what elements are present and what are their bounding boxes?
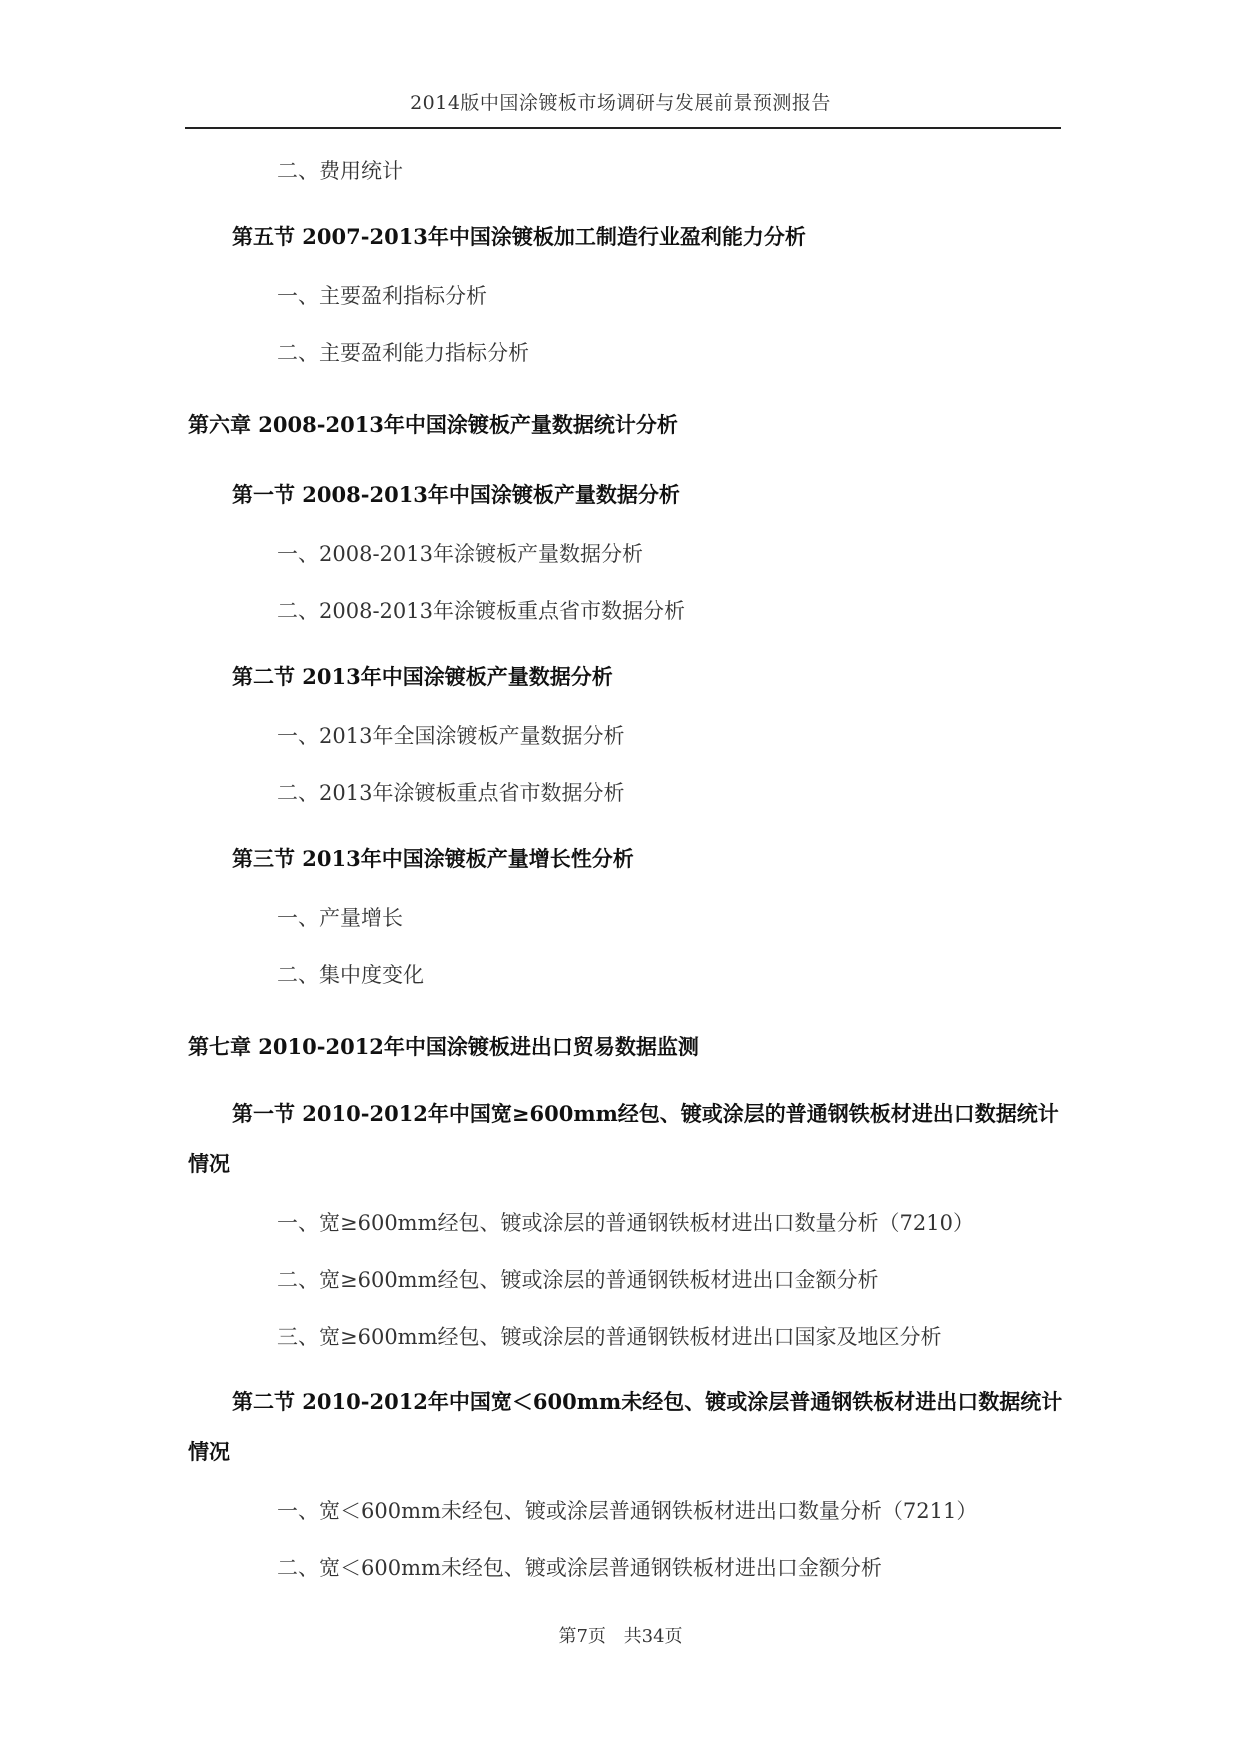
toc-section-continuation: 情况 bbox=[188, 1439, 230, 1464]
toc-item: 二、2013年涂镀板重点省市数据分析 bbox=[277, 781, 625, 805]
toc-section: 第三节 2013年中国涂镀板产量增长性分析 bbox=[232, 846, 634, 871]
toc-item: 一、主要盈利指标分析 bbox=[277, 284, 487, 308]
toc-section: 第二节 2010-2012年中国宽＜600mm未经包、镀或涂层普通钢铁板材进出口数据统计 bbox=[232, 1389, 1063, 1414]
toc-item: 二、宽≥600mm经包、镀或涂层的普通钢铁板材进出口金额分析 bbox=[277, 1268, 879, 1292]
toc-item: 一、2008-2013年涂镀板产量数据分析 bbox=[277, 542, 643, 566]
toc-chapter: 第六章 2008-2013年中国涂镀板产量数据统计分析 bbox=[188, 412, 678, 437]
toc-section-continuation: 情况 bbox=[188, 1151, 230, 1176]
toc-item: 一、宽＜600mm未经包、镀或涂层普通钢铁板材进出口数量分析（7211） bbox=[277, 1499, 978, 1523]
page-number: 第7页 bbox=[558, 1626, 606, 1647]
toc-item: 二、2008-2013年涂镀板重点省市数据分析 bbox=[277, 599, 685, 623]
toc-item: 二、集中度变化 bbox=[277, 963, 424, 987]
toc-item: 一、宽≥600mm经包、镀或涂层的普通钢铁板材进出口数量分析（7210） bbox=[277, 1211, 974, 1235]
toc-item: 一、产量增长 bbox=[277, 906, 403, 930]
toc-section: 第二节 2013年中国涂镀板产量数据分析 bbox=[232, 664, 613, 689]
page-footer bbox=[0, 1622, 1241, 1648]
toc-item: 一、2013年全国涂镀板产量数据分析 bbox=[277, 724, 625, 748]
toc-chapter: 第七章 2010-2012年中国涂镀板进出口贸易数据监测 bbox=[188, 1034, 699, 1059]
page-header-title: 2014版中国涂镀板市场调研与发展前景预测报告 bbox=[410, 92, 831, 114]
toc-item: 三、宽≥600mm经包、镀或涂层的普通钢铁板材进出口国家及地区分析 bbox=[277, 1325, 942, 1349]
toc-item: 二、费用统计 bbox=[277, 159, 403, 183]
toc-item: 二、主要盈利能力指标分析 bbox=[277, 341, 529, 365]
page-total: 共34页 bbox=[623, 1626, 683, 1647]
toc-section: 第一节 2010-2012年中国宽≥600mm经包、镀或涂层的普通钢铁板材进出口数据统计 bbox=[232, 1101, 1059, 1126]
toc-item: 二、宽＜600mm未经包、镀或涂层普通钢铁板材进出口金额分析 bbox=[277, 1556, 882, 1580]
toc-section: 第五节 2007-2013年中国涂镀板加工制造行业盈利能力分析 bbox=[232, 224, 806, 249]
toc-section: 第一节 2008-2013年中国涂镀板产量数据分析 bbox=[232, 482, 680, 507]
